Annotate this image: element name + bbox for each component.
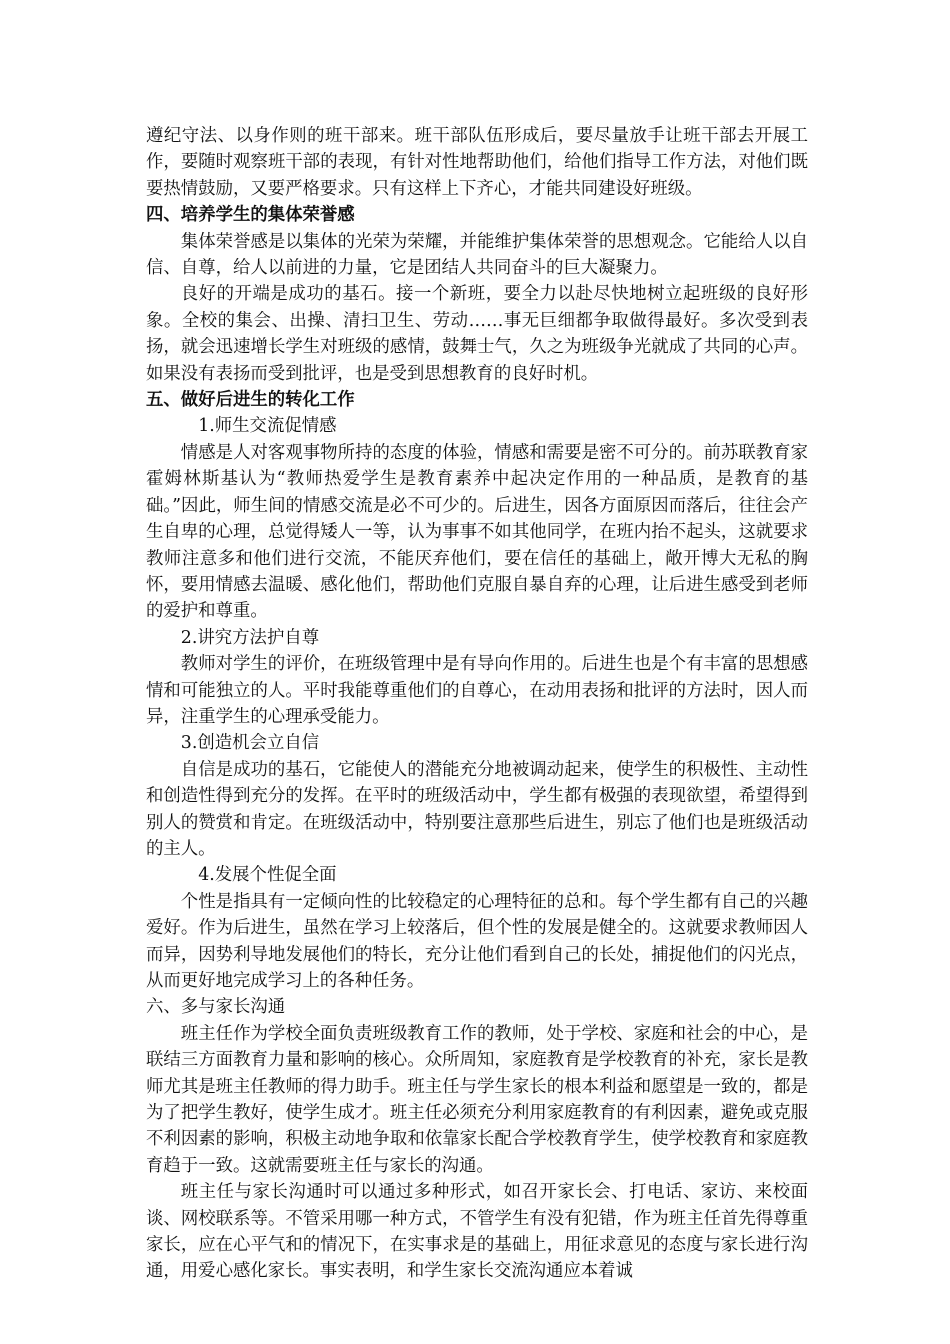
- section-heading-4: 四、培养学生的集体荣誉感: [146, 205, 355, 226]
- section-heading-5: 五、做好后进生的转化工作: [146, 390, 355, 411]
- paragraph: 个性是指具有一定倾向性的比较稳定的心理特征的总和。每个学生都有自己的兴趣爱好。作为后进生，虽然在学习上较落后，但个性的发展是健全的。这就要求教师因人而异，因势利导地发展他们的特长，充分让他们看到自己的长处，捕捉他们的闪光点，从而更好地完成学习上的各种任务。: [146, 891, 808, 991]
- paragraph: 良好的开端是成功的基石。接一个新班，要全力以赴尽快地树立起班级的良好形象。全校的集会、出操、清扫卫生、劳动……事无巨细都争取做得最好。多次受到表扬，就会迅速增长学生对班级的感情，鼓舞士气，久之为班级争光就成了共同的心声。如果没有表扬而受到批评，也是受到思想教育的良好时机。: [146, 284, 808, 384]
- paragraph-continued: 遵纪守法、以身作则的班干部来。班干部队伍形成后，要尽量放手让班干部去开展工作，要随时观察班干部的表现，有针对性地帮助他们，给他们指导工作方法，对他们既要热情鼓励，又要严格要求。只有这样上下齐心，才能共同建设好班级。: [146, 126, 808, 199]
- subsection-heading: 1.师生交流促情感: [198, 416, 337, 437]
- subsection-heading: 2.讲究方法护自尊: [180, 627, 320, 648]
- paragraph: 班主任作为学校全面负责班级教育工作的教师，处于学校、家庭和社会的中心，是联结三方面教育力量和影响的核心。众所周知，家庭教育是学校教育的补充，家长是教师尤其是班主任教师的得力助手。班主任与学生家长的根本利益和愿望是一致的，都是为了把学生教好，使学生成才。班主任必须充分利用家庭教育的有利因素，避免或克服不利因素的影响，积极主动地争取和依靠家长配合学校教育学生，使学校教育和家庭教育趋于一致。这就需要班主任与家长的沟通。: [146, 1023, 808, 1176]
- subsection-heading: 3.创造机会立自信: [180, 733, 320, 754]
- paragraph: 班主任与家长沟通时可以通过多种形式，如召开家长会、打电话、家访、来校面谈、网校联系等。不管采用哪一种方式，不管学生有没有犯错，作为班主任首先得尊重家长，应在心平气和的情况下，在实事求是的基础上，用征求意见的态度与家长进行沟通，用爱心感化家长。事实表明，和学生家长交流沟通应本着诚: [146, 1182, 808, 1282]
- document-body: [146, 123, 808, 1285]
- section-heading-6: 六、多与家长沟通: [146, 997, 286, 1018]
- paragraph: 教师对学生的评价，在班级管理中是有导向作用的。后进生也是个有丰富的思想感情和可能独立的人。平时我能尊重他们的自尊心，在动用表扬和批评的方法时，因人而异，注重学生的心理承受能力。: [146, 654, 808, 727]
- paragraph: 集体荣誉感是以集体的光荣为荣耀，并能维护集体荣誉的思想观念。它能给人以自信、自尊，给人以前进的力量，它是团结人共同奋斗的巨大凝聚力。: [146, 231, 808, 279]
- paragraph: 情感是人对客观事物所持的态度的体验，情感和需要是密不可分的。前苏联教育家霍姆林斯基认为“教师热爱学生是教育素养中起决定作用的一种品质，是教育的基础。”因此，师生间的情感交流是必不可少的。后进生，因各方面原因而落后，往往会产生自卑的心理，总觉得矮人一等，认为事事不如其他同学，在班内抬不起头，这就要求教师注意多和他们进行交流，不能厌弃他们，要在信任的基础上，敞开博大无私的胸怀，要用情感去温暖、感化他们，帮助他们克服自暴自弃的心理，让后进生感受到老师的爱护和尊重。: [146, 442, 808, 622]
- subsection-heading: 4.发展个性促全面: [198, 865, 337, 886]
- paragraph: 自信是成功的基石，它能使人的潜能充分地被调动起来，使学生的积极性、主动性和创造性得到充分的发挥。在平时的班级活动中，学生都有极强的表现欲望，希望得到别人的赞赏和肯定。在班级活动中，特别要注意那些后进生，别忘了他们也是班级活动的主人。: [146, 759, 808, 859]
